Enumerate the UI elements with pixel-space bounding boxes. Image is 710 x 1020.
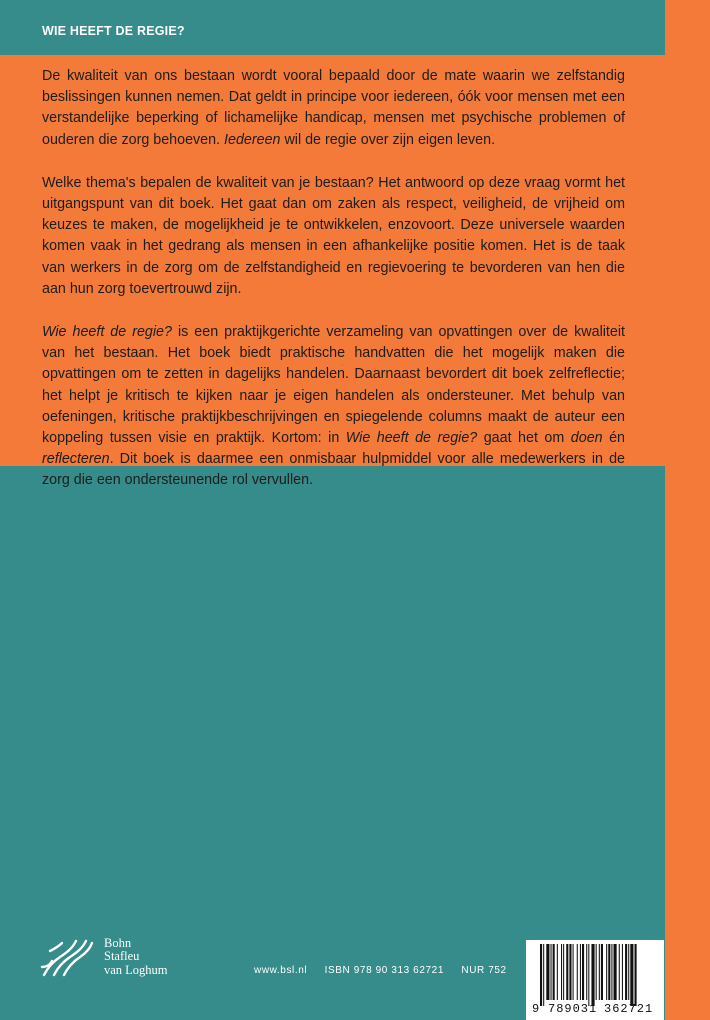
website-text: www.bsl.nl xyxy=(254,965,308,976)
paragraph-1-emphasis: Iedereen xyxy=(224,131,281,148)
publisher-logo xyxy=(40,934,168,980)
barcode-right-digits: 362721 xyxy=(604,1002,654,1016)
paragraph-1 xyxy=(42,66,625,151)
isbn-text: ISBN 978 90 313 62721 xyxy=(324,965,444,976)
publisher-name-line: van Loghum xyxy=(104,962,168,977)
paragraph-3-text: is een praktijkgerichte verzameling van opvattingen over de kwaliteit van het bestaan. Het boek biedt praktische handvatten die het mogelijk maken die opvattingen om te zetten in dagelijks handelen. Daarnaast bevordert dit boek zelfreflectie; het helpt je kritisch te kijken naar je eigen handelen als ondersteuner. Met behulp van oefeningen, kritische praktijkbeschrijvingen en spiegelende columns maakt de auteur een koppeling tussen visie en praktijk. Kortom: in xyxy=(42,324,625,447)
paragraph-3-text: én xyxy=(602,430,626,447)
publisher-name xyxy=(104,937,168,978)
publisher-name-line: Stafleu xyxy=(104,949,140,964)
reflecteren-emphasis: reflecteren xyxy=(42,451,110,468)
doen-emphasis: doen xyxy=(570,430,603,447)
paragraph-3 xyxy=(42,322,625,492)
paragraph-3-text-end: . Dit boek is daarmee een onmisbaar hulpmiddel voor alle medewerkers in de zorg die een ondersteunende rol vervullen. xyxy=(42,451,625,489)
paragraph-1-text: De kwaliteit van ons bestaan wordt vooral bepaald door de mate waarin we zelfstandig beslissingen kunnen nemen. Dat geldt in principe voor iedereen, óók voor mensen met een verstandelijke beperking of lichamelijke handicap, mensen met psychische problemen of ouderen die zorg behoeven. xyxy=(42,68,625,148)
footer-info xyxy=(254,965,521,976)
paragraph-2: Welke thema's bepalen de kwaliteit van je bestaan? Het antwoord op deze vraag vormt het uitgangspunt van dit boek. Het gaat dan om zaken als respect, veiligheid, de vrijheid om keuzes te maken, de mogelijkheid je te ontwikkelen, enzovoort. Deze universele waarden komen vaak in het gedrang als mensen in een afhankelijke positie komen. Het is de taak van werkers in de zorg om de zelfstandigheid en regievoering te bevorderen van hen die aan hun zorg toevertrouwd zijn. xyxy=(42,174,625,297)
blurb-text xyxy=(42,66,625,514)
paragraph-3-text: gaat het om xyxy=(477,430,571,447)
right-orange-bar xyxy=(665,0,710,1020)
barcode-digits xyxy=(526,1002,664,1018)
barcode-first-digit: 9 xyxy=(532,1002,540,1016)
header-strip xyxy=(0,0,665,55)
publisher-name-line: Bohn xyxy=(104,935,132,950)
paragraph-1-text-end: wil de regie over zijn eigen leven. xyxy=(280,131,496,148)
barcode-left-digits: 789031 xyxy=(548,1002,598,1016)
back-cover-title: WIE HEEFT DE REGIE? xyxy=(42,24,185,38)
nur-text: NUR 752 xyxy=(461,965,507,976)
book-title-emphasis: Wie heeft de regie? xyxy=(345,430,478,447)
barcode xyxy=(526,940,664,1020)
book-title-emphasis: Wie heeft de regie? xyxy=(42,324,172,341)
bsl-logo-icon xyxy=(40,937,94,977)
